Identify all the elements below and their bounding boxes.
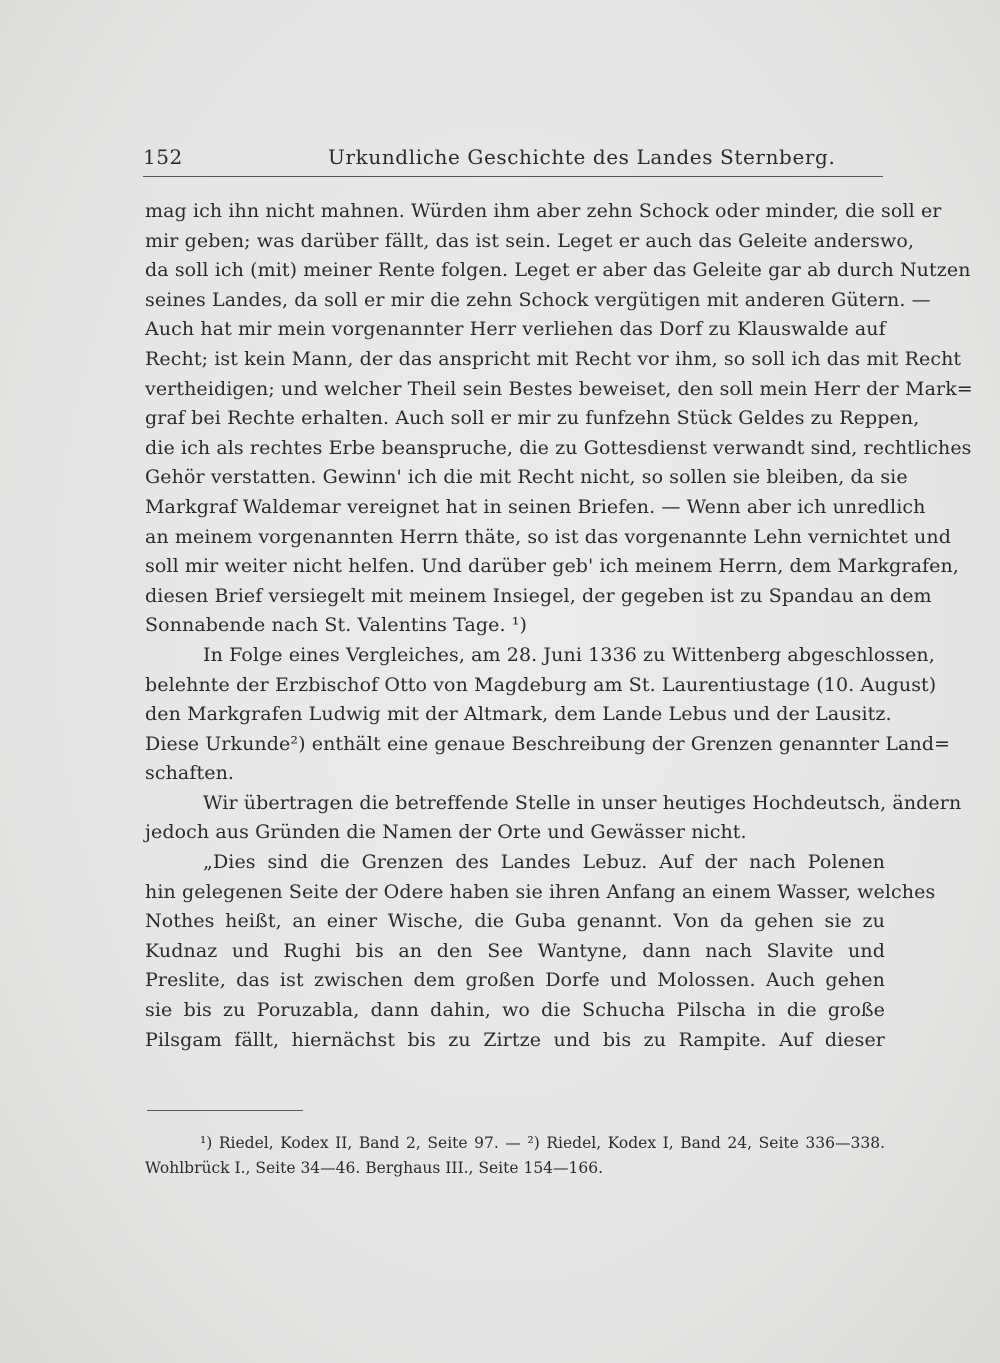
text-line: an meinem vorgenannten Herrn thäte, so ist das vorgenannte Lehn vernichtet und (145, 525, 951, 548)
text-line: Gehör verstatten. Gewinn' ich die mit Recht nicht, so sollen sie bleiben, da sie (145, 466, 908, 489)
text-line: seines Landes, da soll er mir die zehn Schock vergütigen mit anderen Gütern. — (145, 288, 931, 311)
text-line: jedoch aus Gründen die Namen der Orte und Gewässer nicht. (145, 821, 747, 844)
paragraph-first-line: Wir übertragen die betreffende Stelle in unser heutiges Hochdeutsch, ändern (203, 791, 962, 814)
text-line: Nothes heißt, an einer Wische, die Guba genannt. Von da gehen sie zu (145, 910, 885, 933)
text-line: diesen Brief versiegelt mit meinem Insiegel, der gegeben ist zu Spandau an dem (145, 584, 932, 607)
text-line: Recht; ist kein Mann, der das anspricht mit Recht vor ihm, so soll ich das mit Recht (145, 347, 962, 370)
text-line: Markgraf Waldemar vereignet hat in seinen Briefen. — Wenn aber ich unredlich (145, 495, 926, 518)
text-line: da soll ich (mit) meiner Rente folgen. Leget er aber das Geleite gar ab durch Nutzen (145, 259, 971, 282)
text-line: mag ich ihn nicht mahnen. Würden ihm aber zehn Schock oder minder, die soll er (145, 200, 942, 222)
text-line: Auch hat mir mein vorgenannter Herr verliehen das Dorf zu Klauswalde auf (145, 318, 886, 341)
text-line: belehnte der Erzbischof Otto von Magdeburg am St. Laurentiustage (10. August) (145, 673, 937, 696)
text-line: den Markgrafen Ludwig mit der Altmark, dem Lande Lebus und der Lausitz. (145, 703, 892, 726)
text-line: soll mir weiter nicht helfen. Und darüber geb' ich meinem Herrn, dem Markgrafen, (145, 555, 959, 578)
text-line: vertheidigen; und welcher Theil sein Bestes beweiset, den soll mein Herr der Mark= (145, 377, 973, 400)
page-number: 152 (143, 145, 183, 169)
text-line: Pilsgam fällt, hiernächst bis zu Zirtze und bis zu Rampite. Auf dieser (145, 1028, 885, 1051)
paragraph-first-line: In Folge eines Vergleiches, am 28. Juni 1336 zu Wittenberg abgeschlossen, (203, 643, 935, 666)
footnote-line: ¹) Riedel, Kodex II, Band 2, Seite 97. — ²) Riedel, Kodex I, Band 24, Seite 336—338. (200, 1134, 885, 1152)
header-rule (143, 176, 883, 177)
text-line: Diese Urkunde²) enthält eine genaue Beschreibung der Grenzen genannter Land= (145, 732, 951, 755)
footnote-rule (147, 1110, 303, 1111)
body-text (145, 197, 973, 1055)
page-header (143, 142, 883, 172)
text-line: die ich als rechtes Erbe beanspruche, die zu Gottesdienst verwandt sind, rechtliches (145, 436, 972, 459)
footnote-line: Wohlbrück I., Seite 34—46. Berghaus III., Seite 154—166. (145, 1159, 604, 1177)
footnotes (145, 1131, 885, 1181)
running-title: Urkundliche Geschichte des Landes Sternberg. (328, 145, 836, 169)
text-line: Kudnaz und Rughi bis an den See Wantyne, dann nach Slavite und (145, 939, 885, 962)
text-line: Sonnabende nach St. Valentins Tage. ¹) (145, 614, 527, 637)
text-line: mir geben; was darüber fällt, das ist sein. Leget er auch das Geleite anderswo, (145, 229, 915, 252)
text-line: graf bei Rechte erhalten. Auch soll er mir zu funfzehn Stück Geldes zu Reppen, (145, 407, 920, 430)
paragraph-first-line: „Dies sind die Grenzen des Landes Lebuz. Auf der nach Polenen (203, 851, 885, 874)
text-line: hin gelegenen Seite der Odere haben sie ihren Anfang an einem Wasser, welches (145, 880, 936, 903)
text-line: Preslite, das ist zwischen dem großen Dorfe und Molossen. Auch gehen (145, 969, 885, 992)
text-line: sie bis zu Poruzabla, dann dahin, wo die Schucha Pilscha in die große (145, 999, 885, 1022)
text-line: schaften. (145, 762, 235, 785)
